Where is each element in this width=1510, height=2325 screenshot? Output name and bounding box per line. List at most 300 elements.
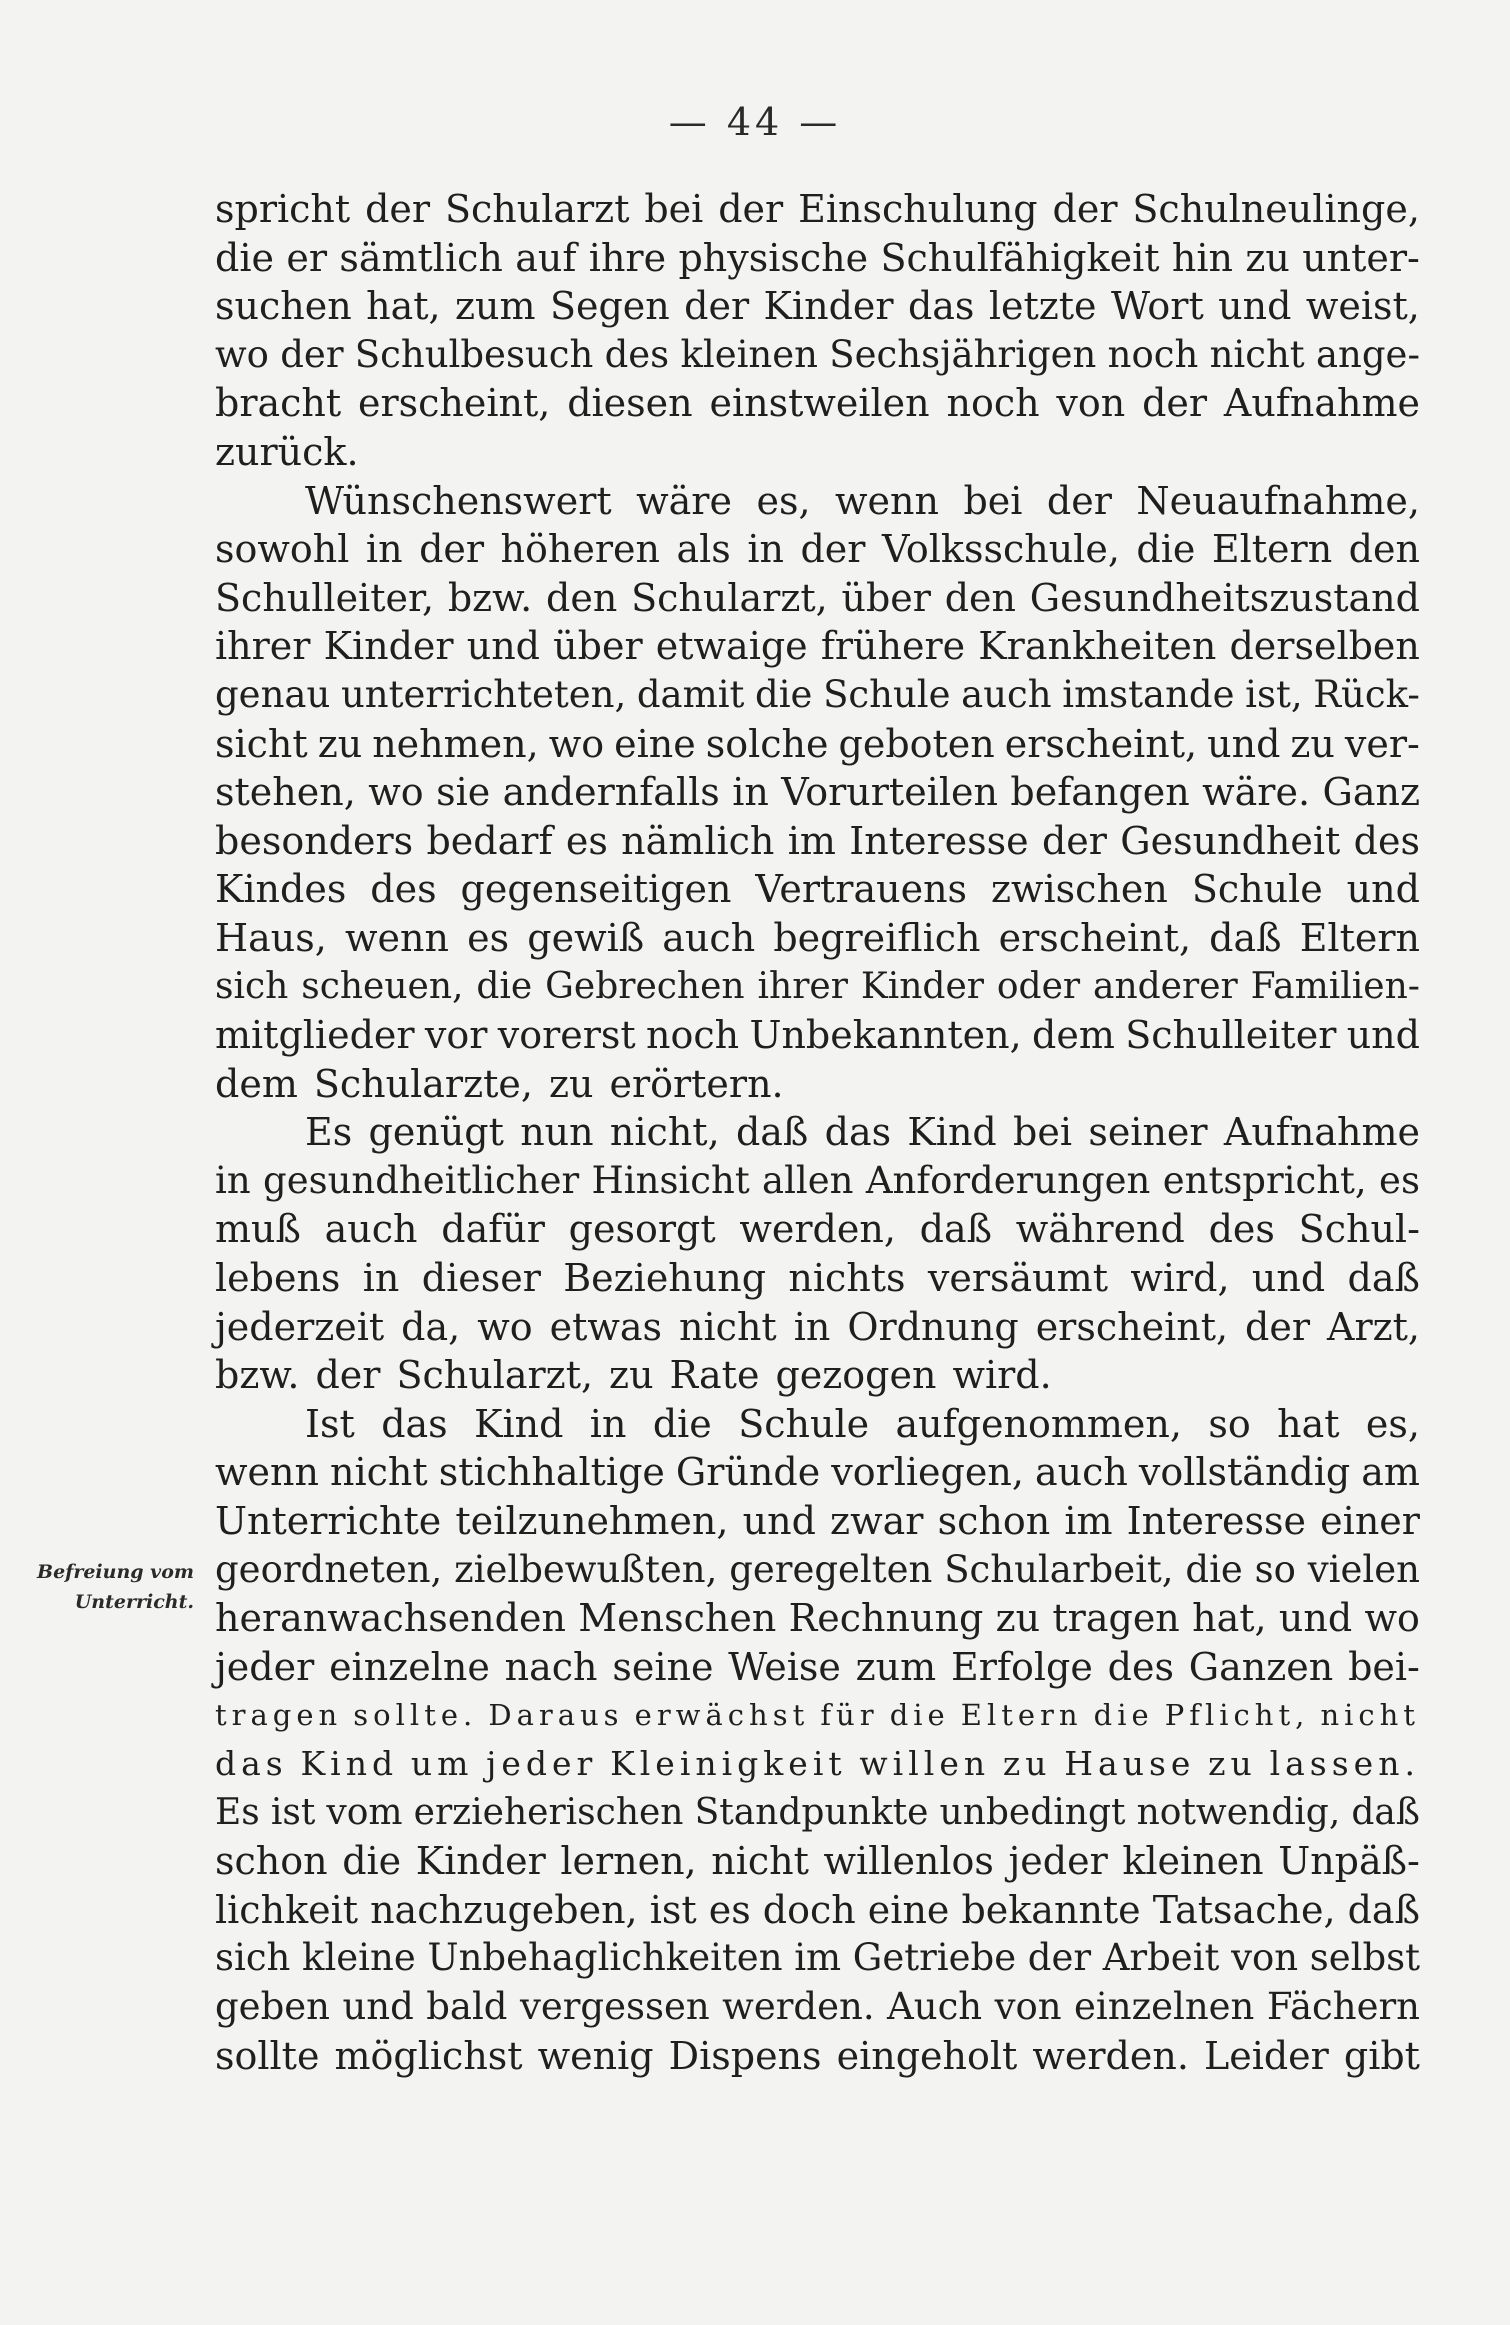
word: Pflicht, xyxy=(1164,1698,1310,1733)
word: stehen, xyxy=(215,770,356,815)
word: sämtlich xyxy=(339,235,503,280)
word: Arzt, xyxy=(1327,1304,1420,1349)
word: von xyxy=(994,1984,1062,2028)
word: den xyxy=(944,575,1016,620)
word: sicht xyxy=(215,721,308,766)
word: Familien- xyxy=(1250,965,1420,1007)
text-line xyxy=(215,1643,1420,1692)
text-line xyxy=(215,1303,1420,1352)
word: Schularzt xyxy=(444,187,630,231)
word: über xyxy=(841,575,931,620)
word: jeder xyxy=(1008,1839,1108,1884)
word: sowohl xyxy=(215,527,350,572)
text-line xyxy=(215,331,1420,380)
word: die xyxy=(476,965,533,1007)
word: ihrer xyxy=(757,965,848,1007)
word: daß xyxy=(1209,915,1282,960)
word: so xyxy=(1208,1401,1251,1446)
word: willen xyxy=(859,1744,991,1783)
word: bei xyxy=(644,187,704,231)
word: nicht xyxy=(1320,1698,1420,1733)
word: spricht xyxy=(215,187,351,231)
word: Es xyxy=(215,1791,260,1833)
word: kleinen xyxy=(1122,1839,1264,1884)
text-line xyxy=(215,1886,1420,1935)
word: und xyxy=(342,1984,414,2028)
word: Ganz xyxy=(1322,770,1420,815)
word: nicht xyxy=(330,1450,428,1495)
word: einstweilen xyxy=(709,381,930,426)
word: während xyxy=(1015,1207,1185,1252)
word: sollte. xyxy=(353,1698,478,1733)
word: wenig xyxy=(537,2033,654,2078)
word: gesundheitlicher xyxy=(263,1158,580,1202)
word: hin xyxy=(1171,235,1233,280)
word: erzieherischen xyxy=(413,1791,684,1833)
text-line xyxy=(215,185,1420,234)
word: in xyxy=(365,527,403,572)
word: den xyxy=(1348,527,1420,572)
text-line xyxy=(215,1594,1420,1643)
text-line xyxy=(215,1205,1420,1254)
word: Hinsicht xyxy=(591,1158,750,1202)
word: versäumt xyxy=(927,1256,1108,1301)
word: ist, xyxy=(1245,672,1303,716)
word: notwendig, xyxy=(1136,1791,1341,1833)
word: erörtern. xyxy=(609,1061,784,1106)
word: derselben xyxy=(1229,624,1420,669)
text-line xyxy=(215,720,1420,769)
word: entspricht, xyxy=(1162,1158,1367,1202)
word: und xyxy=(742,1499,816,1544)
word: zu xyxy=(1208,1744,1257,1783)
word: begreiflich xyxy=(773,915,981,960)
word: und xyxy=(1346,1013,1420,1058)
word: Wünschenswert xyxy=(305,478,612,523)
word: geregelten xyxy=(729,1547,933,1591)
word: hat, xyxy=(366,284,441,329)
word: und xyxy=(1251,1256,1326,1301)
word: Einschulung xyxy=(798,187,1038,231)
word: bald xyxy=(426,1984,508,2028)
word: wo xyxy=(368,770,424,815)
word: eingeholt xyxy=(836,2033,1018,2078)
word: Gesundheitszustand xyxy=(1029,575,1420,620)
text-line xyxy=(215,1691,1420,1740)
word: des xyxy=(1208,1207,1275,1252)
word: der xyxy=(1041,818,1107,863)
word: Kinder xyxy=(860,965,984,1007)
word: nichts xyxy=(788,1256,906,1301)
word: und xyxy=(1218,284,1292,329)
word: im xyxy=(787,818,836,863)
word: der xyxy=(1027,1936,1092,1980)
word: zu xyxy=(548,1061,594,1106)
word: Eltern xyxy=(1211,527,1333,572)
word: vorliegen, xyxy=(831,1450,1024,1495)
word: hat xyxy=(1277,1401,1340,1446)
text-line xyxy=(215,234,1420,283)
text-line xyxy=(215,428,1420,477)
word: nicht, xyxy=(609,1110,720,1155)
word: geboten xyxy=(838,721,995,766)
word: Neuaufnahme, xyxy=(1136,478,1420,523)
word: lassen. xyxy=(1269,1744,1420,1783)
word: heranwachsenden xyxy=(215,1596,566,1641)
text-line xyxy=(215,1837,1420,1886)
word: Schularzte, xyxy=(313,1061,533,1106)
word: Interesse xyxy=(1126,1499,1307,1544)
word: Schulbesuch xyxy=(354,332,594,376)
word: so xyxy=(1254,1547,1296,1591)
word: zurück. xyxy=(215,429,359,474)
word: Unbekannten, xyxy=(749,1013,1022,1058)
text-line xyxy=(215,1108,1420,1157)
word: von xyxy=(1231,1936,1299,1980)
word: ange- xyxy=(1315,332,1420,376)
word: imstande xyxy=(1062,672,1235,716)
word: daß xyxy=(1351,1791,1420,1833)
page-number: — 44 — xyxy=(668,100,842,144)
word: dem xyxy=(215,1061,298,1106)
text-line xyxy=(215,865,1420,914)
text-line xyxy=(215,2032,1420,2081)
word: schon xyxy=(937,1499,1051,1544)
word: Weise xyxy=(728,1644,841,1689)
word: Ganzen xyxy=(1188,1644,1334,1689)
word: Aufnahme xyxy=(1223,1110,1420,1155)
word: Rechnung xyxy=(788,1596,984,1641)
word: weist, xyxy=(1305,284,1420,329)
word: die xyxy=(1185,1547,1243,1591)
word: der xyxy=(718,187,784,231)
word: Dispens xyxy=(668,2033,822,2078)
word: vorerst xyxy=(497,1013,636,1058)
word: der xyxy=(684,284,750,329)
word: wäre xyxy=(636,478,732,523)
word: in xyxy=(362,1256,400,1301)
word: bzw. xyxy=(447,575,533,620)
word: die xyxy=(1136,527,1196,572)
word: im xyxy=(794,1936,842,1980)
word: möglichst xyxy=(334,2033,523,2078)
word: die xyxy=(1093,1698,1154,1733)
word: Gebrechen xyxy=(545,965,745,1007)
text-line xyxy=(215,622,1420,671)
word: Schulfähigkeit xyxy=(880,235,1160,280)
word: Kind xyxy=(907,1110,997,1155)
word: das xyxy=(907,284,975,329)
word: auch xyxy=(1034,1450,1128,1495)
word: die xyxy=(652,1401,712,1446)
word: Schule xyxy=(1191,867,1323,912)
word: dem xyxy=(1032,1013,1115,1058)
word: nicht xyxy=(711,1839,809,1884)
word: Kinder xyxy=(763,284,894,329)
word: es xyxy=(1379,1158,1420,1202)
word: Daraus xyxy=(488,1698,624,1733)
word: Es xyxy=(305,1110,353,1155)
word: selbst xyxy=(1309,1936,1420,1980)
word: um xyxy=(410,1744,474,1783)
word: Tatsache, xyxy=(1152,1887,1336,1932)
word: mitglieder xyxy=(215,1013,415,1058)
word: jeder xyxy=(486,1744,598,1783)
word: Schulleiter, xyxy=(215,575,435,620)
word: ist xyxy=(649,1887,697,1932)
word: Krankheiten xyxy=(978,624,1217,669)
word: einzelnen xyxy=(1074,1984,1255,2028)
text-line xyxy=(215,282,1420,331)
word: Ordnung xyxy=(847,1304,1019,1349)
word: vor xyxy=(424,1013,488,1058)
word: Schularzt, xyxy=(631,575,828,620)
word: doch xyxy=(762,1887,856,1932)
word: unter- xyxy=(1302,235,1420,280)
word: vollständig xyxy=(1138,1450,1351,1495)
word: hat, xyxy=(1192,1596,1267,1641)
word: den xyxy=(546,575,618,620)
word: am xyxy=(1361,1450,1420,1495)
margin-note xyxy=(4,1557,194,1617)
word: Interesse xyxy=(849,818,1029,863)
word: solche xyxy=(705,721,829,766)
word: zu xyxy=(1002,1744,1052,1783)
word: andernfalls xyxy=(502,770,720,815)
word: daß xyxy=(1347,1887,1420,1932)
word: nun xyxy=(520,1110,594,1155)
word: bzw. xyxy=(215,1353,300,1398)
word: zu xyxy=(1290,721,1335,766)
word: bei- xyxy=(1348,1644,1420,1689)
word: sich xyxy=(215,1936,291,1980)
word: in xyxy=(747,527,784,572)
word: gibt xyxy=(1343,2033,1420,2078)
word: Kinder xyxy=(415,1839,546,1884)
word: ver- xyxy=(1344,721,1420,766)
word: es, xyxy=(756,478,811,523)
word: daß xyxy=(735,1110,809,1155)
word: in xyxy=(589,1401,627,1446)
word: in xyxy=(215,1158,251,1202)
word: Gesundheit xyxy=(1120,818,1341,863)
word: Schularbeit, xyxy=(944,1547,1174,1591)
word: nachzugeben, xyxy=(370,1887,638,1932)
word: vom xyxy=(326,1791,403,1833)
word: in xyxy=(732,770,769,815)
text-line xyxy=(215,1740,1420,1789)
word: und xyxy=(1207,721,1281,766)
word: erscheint, xyxy=(358,381,551,426)
word: seine xyxy=(612,1644,714,1689)
word: Wort xyxy=(1110,284,1204,329)
word: Schularzt, xyxy=(396,1353,594,1398)
word: Beziehung xyxy=(563,1256,767,1301)
word: Leider xyxy=(1203,2033,1329,2078)
word: daß xyxy=(919,1207,993,1252)
margin-note-line-2: Unterricht. xyxy=(74,1591,194,1613)
word: zu xyxy=(609,1353,654,1398)
word: Sechsjährigen xyxy=(829,332,1097,376)
word: damit xyxy=(636,672,745,716)
word: Schul- xyxy=(1298,1207,1420,1252)
text-line xyxy=(215,1934,1420,1983)
word: frühere xyxy=(820,624,966,669)
word: stichhaltige xyxy=(438,1450,665,1495)
word: Eltern xyxy=(960,1698,1083,1733)
text-line xyxy=(215,1254,1420,1303)
word: zum xyxy=(455,284,536,329)
word: der xyxy=(800,527,866,572)
word: der xyxy=(1142,381,1208,426)
word: Aufnahme xyxy=(1223,381,1420,426)
word: kleine xyxy=(302,1936,416,1980)
word: Schule xyxy=(738,1401,870,1446)
word: in xyxy=(793,1304,831,1349)
word: erscheint, xyxy=(998,915,1192,960)
word: Anforderungen xyxy=(865,1158,1151,1202)
word: etwas xyxy=(549,1304,663,1349)
word: und xyxy=(466,624,541,669)
word: werden. xyxy=(1032,2033,1189,2078)
text-line xyxy=(215,379,1420,428)
word: Rate xyxy=(669,1353,760,1398)
word: wenn xyxy=(835,478,939,523)
word: höheren xyxy=(500,527,660,572)
word: bei xyxy=(1013,1110,1073,1155)
word: Menschen xyxy=(578,1596,777,1641)
word: eine xyxy=(614,721,696,766)
word: über xyxy=(553,624,643,669)
text-line xyxy=(215,1351,1420,1400)
word: und xyxy=(1346,867,1420,912)
text-line xyxy=(215,817,1420,866)
word: von xyxy=(1056,381,1126,426)
word: Vertrauens xyxy=(755,867,968,912)
text-line xyxy=(215,574,1420,623)
word: genau xyxy=(215,672,331,716)
word: geben xyxy=(215,1984,330,2028)
word: wo xyxy=(215,332,269,376)
word: anderer xyxy=(1092,965,1238,1007)
word: suchen xyxy=(215,284,352,329)
word: der xyxy=(1245,1304,1311,1349)
word: lebens xyxy=(215,1256,341,1301)
word: jederzeit xyxy=(215,1304,385,1349)
word: der xyxy=(1052,187,1118,231)
word: befangen xyxy=(1010,770,1190,815)
word: werden. xyxy=(722,1984,875,2028)
word: wo xyxy=(548,721,605,766)
word: noch xyxy=(946,381,1040,426)
word: geordneten, xyxy=(215,1547,443,1591)
text-line xyxy=(215,671,1420,720)
word: physische xyxy=(678,235,869,280)
word: Kind xyxy=(474,1401,564,1446)
word: Auch xyxy=(887,1984,983,2028)
word: unbedingt xyxy=(939,1791,1126,1833)
word: wird, xyxy=(1130,1256,1230,1301)
word: allen xyxy=(762,1158,854,1202)
text-line xyxy=(215,1011,1420,1060)
word: Hause xyxy=(1064,1744,1196,1783)
word: zwar xyxy=(830,1499,924,1544)
word: ihrer xyxy=(215,624,311,669)
word: das xyxy=(381,1401,448,1446)
word: eine xyxy=(867,1887,950,1932)
word: scheuen, xyxy=(301,965,464,1007)
word: das xyxy=(215,1744,288,1783)
word: vergessen xyxy=(519,1984,710,2028)
word: das xyxy=(824,1110,892,1155)
word: er xyxy=(286,235,327,280)
word: gewiß xyxy=(527,915,645,960)
word: es, xyxy=(1365,1401,1420,1446)
word: Schulneulinge, xyxy=(1132,187,1420,231)
word: noch xyxy=(1107,332,1199,376)
word: etwaige xyxy=(655,624,808,669)
word: nach xyxy=(504,1644,598,1689)
word: jeder xyxy=(215,1644,315,1689)
word: ihre xyxy=(588,235,667,280)
text-line xyxy=(215,1060,1420,1109)
word: Kind xyxy=(300,1744,399,1783)
word: da, xyxy=(401,1304,461,1349)
word: lernen, xyxy=(560,1839,697,1884)
word: Vorurteilen xyxy=(781,770,998,815)
word: Ist xyxy=(305,1401,355,1446)
word: Fächern xyxy=(1266,1984,1420,2028)
word: diesen xyxy=(567,381,693,426)
text-line xyxy=(215,1497,1420,1546)
word: einer xyxy=(1320,1499,1420,1544)
word: wo xyxy=(1364,1596,1420,1641)
margin-note-line-1: Befreiung vom xyxy=(37,1561,194,1583)
word: die xyxy=(215,235,274,280)
word: der xyxy=(280,332,344,376)
word: erwächst xyxy=(634,1698,810,1733)
word: es xyxy=(565,818,608,863)
word: besonders xyxy=(215,818,414,863)
text-line xyxy=(215,768,1420,817)
word: schon xyxy=(215,1839,328,1884)
word: Kindes xyxy=(215,867,347,912)
word: Kleinigkeit xyxy=(610,1744,847,1783)
word: aufgenommen, xyxy=(895,1401,1182,1446)
text-line xyxy=(215,963,1420,1012)
word: wo xyxy=(477,1304,533,1349)
word: dafür xyxy=(441,1207,545,1252)
word: Gründe xyxy=(675,1450,821,1495)
word: Unterrichte xyxy=(215,1499,442,1544)
word: erscheint, xyxy=(1004,721,1198,766)
word: genügt xyxy=(368,1110,504,1155)
word: die xyxy=(342,1839,402,1884)
word: Schule xyxy=(823,672,951,716)
word: Rück- xyxy=(1313,672,1420,716)
word: vielen xyxy=(1307,1547,1420,1591)
text-line xyxy=(215,1546,1420,1595)
word: sollte xyxy=(215,2033,320,2078)
word: bedarf xyxy=(426,818,553,863)
word: auch xyxy=(961,672,1052,716)
text-line xyxy=(215,1983,1420,2032)
word: auch xyxy=(662,915,756,960)
word: Arbeit xyxy=(1102,1936,1220,1980)
word: Getriebe xyxy=(852,1936,1017,1980)
word: für xyxy=(820,1698,879,1733)
word: nicht xyxy=(679,1304,777,1349)
